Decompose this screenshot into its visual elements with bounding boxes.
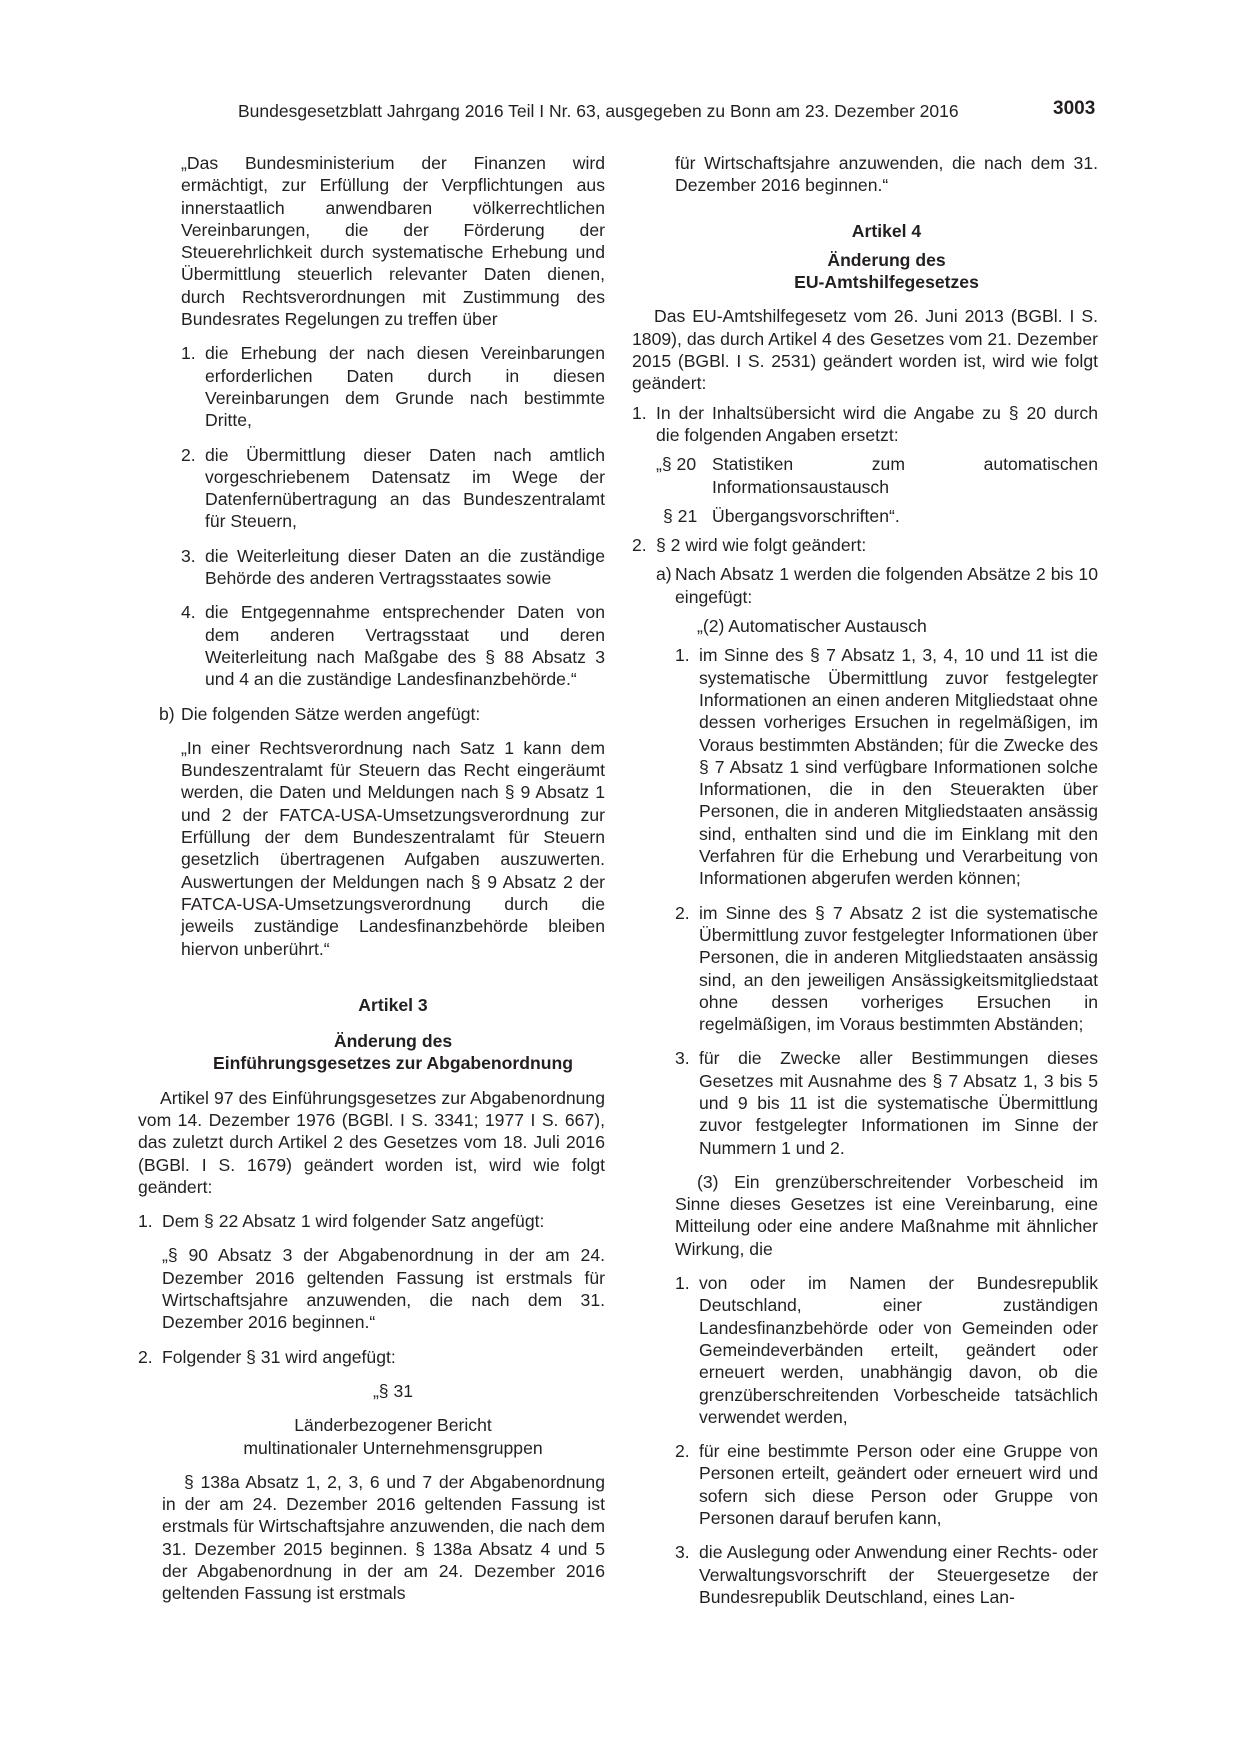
inserted-sentences: „In einer Rechtsverordnung nach Satz 1 kann dem Bundeszentralamt für Steuern das Recht eingeräumt werden, die Daten und Meldungen nach § 9 Absatz 1 und 2 der FATCA-USA-Umsetzungsverordnung zur Erfüllung der dem Bundeszentralamt für Steuern gesetzlich übertragenen Aufgaben auszuwerten. Auswertungen der Meldungen nach § 9 Absatz 2 der FATCA-USA-Umsetzungsverordnung durch die jeweils zuständige Landesfinanzbehörde bleiben hiervon unberührt.“ [181,737,605,959]
list-item [181,342,605,431]
authorization-list [181,342,605,690]
list-item-number: 3. [675,1542,690,1563]
list-item [181,601,605,690]
list-item [181,545,605,590]
amendment-text: Nach Absatz 1 werden die folgenden Absätze 2 bis 10 eingefügt: [675,564,1098,607]
list-item [675,1047,1098,1158]
list-item-text: Folgender § 31 wird angefügt: [162,1346,396,1367]
list-item-number: 1. [632,402,647,423]
amendment-b [159,703,605,725]
list-item [675,1440,1098,1529]
amendment-a [656,563,1098,608]
list-item-number: 2. [675,1441,690,1462]
toc-section-number: § 21 [663,505,698,526]
list-item-text: § 2 wird wie folgt geändert: [656,535,867,556]
list-item [675,1272,1098,1428]
running-header: Bundesgesetzblatt Jahrgang 2016 Teil I Nr. 63, ausgegeben zu Bonn am 23. Dezember 2016 [238,101,959,121]
article-3-subtitle: Einführungsgesetzes zur Abgabenordnung [212,1053,574,1074]
section-31-heading: „§ 31 [372,1380,414,1401]
article-3-intro: Artikel 97 des Einführungsgesetzes zur Abgabenordnung vom 14. Dezember 1976 (BGBl. I S. 3341; 1977 I S. 667), das zuletzt durch Artikel 2 des Gesetzes vom 18. Juli 2016 (BGBl. I S. 1679) geändert worden ist, wird wie folgt geändert: [138,1087,605,1197]
section-31-text: § 138a Absatz 1, 2, 3, 6 und 7 der Abgabenordnung in der am 24. Dezember 2016 geltenden Fassung ist erstmals für Wirtschaftsjahre anzuwenden, die nach dem 31. Dezember 2015 beginnen. § 138a Absatz 4 und 5 der Abgabenordnung in der am 24. Dezember 2016 geltenden Fassung ist erstmals [162,1471,605,1604]
list-item-text: die Weiterleitung dieser Daten an die zuständige Behörde des anderen Vertragsstaates sowie [205,545,605,589]
list-item-text: Dem § 22 Absatz 1 wird folgender Satz angefügt: [162,1211,545,1232]
list-item-number: 1. [675,1273,690,1294]
toc-section-title: Übergangsvorschriften“. [712,505,900,526]
list-item [675,644,1098,889]
list-item-number: 3. [181,545,196,566]
list-item-number: 2. [675,902,690,923]
amendment-text: Die folgenden Sätze werden angefügt: [181,703,481,724]
toc-entry [656,453,1098,498]
list-item-text: im Sinne des § 7 Absatz 1, 3, 4, 10 und 11 ist die systematische Übermittlung zuvor festgelegter Informationen an einen anderen Mitgliedstaat ohne dessen vorheriges Ersuchen in regelmäßigen, im Voraus bestimmten Abständen; für die Zwecke des § 7 Absatz 1 sind verfügbare Informationen solche Informationen, die in den Steuerakten über Personen, die in anderen Mitgliedstaaten ansässig sind, enthalten sind und die im Einklang mit den Verfahren für die Erhebung und Verarbeitung von Informationen abgerufen werden können; [699,645,1098,889]
section-31-title: Länderbezogener Bericht [294,1415,492,1436]
left-column [138,152,605,1605]
list-item-text: die Erhebung der nach diesen Vereinbarungen erforderlichen Daten durch in diesen Vereinbarungen dem Grunde nach bestimmte Dritte, [205,343,605,431]
article-4-item-2 [632,534,1098,556]
article-4-intro: Das EU-Amtshilfegesetz vom 26. Juni 2013 (BGBl. I S. 1809), das durch Artikel 4 des Gesetzes vom 21. Dezember 2015 (BGBl. I S. 2531) geändert worden ist, wird wie folgt geändert: [632,306,1098,394]
list-item-text: für die Zwecke aller Bestimmungen dieses Gesetzes mit Ausnahme des § 7 Absatz 1, 3 bis 5 und 9 bis 11 ist die systematische Übermittlung zuvor festgelegter Informationen im Sinne der Nummern 1 und 2. [699,1048,1098,1158]
article-4-item-1 [632,402,1098,447]
list-item-text: im Sinne des § 7 Absatz 2 ist die systematische Übermittlung zuvor festgelegter Informationen über Personen, die in anderen Mitgliedstaaten ansässig sind, an den jeweiligen Ansässigkeitsmitgliedstaat ohne dessen vorheriges Ersuchen in regelmäßigen, im Voraus bestimmten Abständen; [699,902,1098,1035]
list-item-number: 1. [181,343,196,364]
list-item-number: 4. [181,602,196,623]
article-3-item-2 [138,1346,605,1368]
toc-entry [656,505,1098,527]
toc-section-number: „§ 20 [656,454,697,475]
continued-text: für Wirtschaftsjahre anzuwenden, die nach dem 31. Dezember 2016 beginnen.“ [675,153,1098,196]
paragraph-2-list [675,644,1098,1159]
list-item-text: die Übermittlung dieser Daten nach amtlich vorgeschriebenem Datensatz im Wege der Datenfernübertragung an das Bundeszentralamt für Steuern, [205,444,605,532]
list-item-text: für eine bestimmte Person oder eine Gruppe von Personen erteilt, geändert oder erneuert wird und sofern sich diese Person oder Gruppe von Personen darauf berufen kann, [699,1441,1098,1529]
list-item-number: 1. [675,645,690,666]
list-item-text: von oder im Namen der Bundesrepublik Deutschland, einer zuständigen Landesfinanzbehörde oder von Gemeinden oder Gemeindeverbänden erteilt, geändert oder erneuert werden, unabhängig davon, ob die grenzüberschreitenden Vorbescheide tatsächlich verwendet werden, [699,1273,1098,1427]
section-31-title: multinationaler Unternehmensgruppen [243,1437,543,1458]
article-3-subtitle: Änderung des [333,1031,453,1052]
paragraph-3-text: (3) Ein grenzüberschreitender Vorbescheid im Sinne dieses Gesetzes ist eine Vereinbarung, eine Mitteilung oder eine andere Maßnahme mit ähnlicher Wirkung, die [675,1171,1098,1259]
list-item-text: die Entgegennahme entsprechender Daten von dem anderen Vertragsstaat und deren Weiterleitung nach Maßgabe des § 88 Absatz 3 und 4 an die zuständige Landesfinanzbehörde.“ [205,602,605,690]
article-3-item-1 [138,1210,605,1232]
list-item-number: 1. [138,1211,153,1232]
list-item-number: 3. [675,1048,690,1069]
page-number: 3003 [1053,98,1096,119]
toc-section-title: Statistiken zum automatischen Informationsaustausch [712,454,1098,497]
list-item-number: 2. [181,444,196,465]
list-item [675,902,1098,1036]
list-item-number: 2. [632,535,647,556]
amendment-label: a) [656,564,672,585]
amendment-label: b) [159,703,175,724]
ordinance-authorization-paragraph: „Das Bundesministerium der Finanzen wird ermächtigt, zur Erfüllung der Verpflichtungen aus innerstaatlich anwendbaren völkerrechtlichen Vereinbarungen, die der Förderung der Steuerehrlichkeit durch systematische Erhebung und Übermittlung steuerlich relevanter Daten dienen, durch Rechtsverordnungen mit Zustimmung des Bundesrates Regelungen zu treffen über [181,153,605,330]
right-column [632,152,1098,1608]
article-4-title: Artikel 4 [851,220,922,241]
paragraph-3-list [675,1272,1098,1608]
article-4-subtitle: EU-Amtshilfegesetzes [794,272,979,293]
list-item-text: die Auslegung oder Anwendung einer Rechts- oder Verwaltungsvorschrift der Steuergesetze der Bundesrepublik Deutschland, eines Lan- [699,1542,1098,1607]
inserted-sentence: „§ 90 Absatz 3 der Abgabenordnung in der am 24. Dezember 2016 geltenden Fassung ist erstmals für Wirtschaftsjahre anzuwenden, die nach dem 31. Dezember 2016 beginnen.“ [162,1245,605,1333]
paragraph-2-heading: „(2) Automatischer Austausch [697,616,927,637]
list-item [675,1541,1098,1608]
article-3-title: Artikel 3 [358,994,428,1015]
list-item-number: 2. [138,1346,153,1367]
article-4-subtitle: Änderung des [827,249,946,270]
list-item [181,444,605,533]
list-item-text: In der Inhaltsübersicht wird die Angabe zu § 20 durch die folgenden Angaben ersetzt: [656,402,1098,445]
